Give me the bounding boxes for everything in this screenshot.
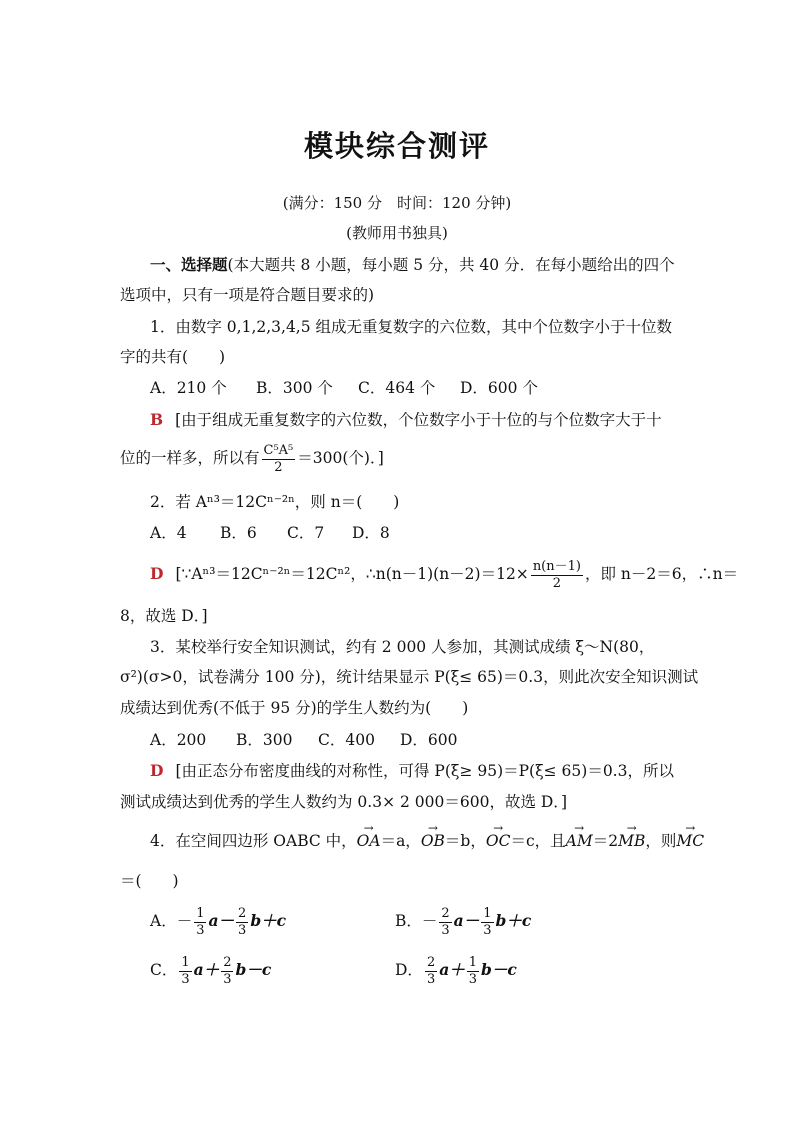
- vector-mc: → MC: [676, 830, 704, 852]
- q2-answer: D: [150, 564, 164, 583]
- q4-opt-d-tail: b－c: [481, 960, 517, 979]
- q4-opt-c-mid: a＋: [193, 960, 220, 979]
- frac-den: 3: [483, 922, 492, 938]
- q1-sol-text-a: 位的一样多，所以有: [120, 449, 260, 467]
- q2-option-b: B．6: [220, 524, 257, 542]
- q2-solution-cont: 8，故选 D．]: [120, 607, 208, 625]
- q4-opt-b-mid: a－: [453, 911, 480, 930]
- q4-opt-b-frac-1: [439, 906, 451, 939]
- frac-den: 3: [238, 922, 247, 938]
- frac-den: 3: [468, 971, 478, 987]
- q1-fraction: [262, 443, 296, 476]
- q4-opt-d-frac-1: [425, 955, 437, 988]
- q4-eq-c: ＝c，且: [510, 832, 566, 850]
- q2-stem: 2．若 Aⁿ³＝12Cⁿ⁻²ⁿ，则 n＝( ): [150, 493, 400, 511]
- frac-num: 2: [426, 954, 436, 970]
- q4-option-d: [395, 952, 517, 988]
- q4-opt-c-frac-2: [221, 955, 233, 988]
- q2-frac-den: 2: [552, 575, 562, 591]
- q4-opt-d-label: D．: [395, 961, 423, 979]
- q1-solution-cont: [120, 440, 384, 476]
- q4-opt-d-mid: a＋: [439, 960, 465, 979]
- q2-option-c: C．7: [287, 524, 325, 542]
- teacher-note: (教师用书独具): [346, 224, 448, 242]
- q2-option-a: A．4: [150, 524, 187, 542]
- q1-answer: B: [150, 410, 164, 429]
- exam-time-info: (满分：150 分 时间：120 分钟): [282, 194, 512, 212]
- vector-oa: → OA: [357, 830, 381, 852]
- q1-solution: [150, 409, 662, 431]
- q3-stem-cont-1: σ²)(σ>0，试卷满分 100 分)，统计结果显示 P(ξ≤ 65)＝0.3，则此次安全知识测试: [120, 668, 699, 686]
- page-title: 模块综合测评: [303, 129, 490, 163]
- q4-opt-b-tail: b＋c: [495, 911, 532, 930]
- frac-num: 1: [483, 905, 492, 921]
- frac-den: 3: [181, 971, 190, 987]
- q3-stem-cont-2: 成绩达到优秀(不低于 95 分)的学生人数约为( ): [120, 699, 469, 717]
- frac-den: 3: [223, 971, 232, 987]
- q3-solution-text: [由正态分布密度曲线的对称性，可得 P(ξ≥ 95)＝P(ξ≤ 65)＝0.3，所以: [175, 762, 674, 780]
- q4-opt-a-mid: a－: [208, 911, 235, 930]
- q3-option-b: B．300: [236, 731, 293, 749]
- q4-then: ，则: [645, 832, 677, 850]
- q1-stem: 1．由数字 0,1,2,3,4,5 组成无重复数字的六位数，其中个位数字小于十位数: [150, 318, 673, 336]
- frac-den: 3: [441, 922, 450, 938]
- q4-opt-a-frac-2: [236, 906, 248, 939]
- vector-mb: → MB: [618, 830, 645, 852]
- q4-opt-d-frac-2: [467, 955, 479, 988]
- q4-opt-a-label: A．－: [150, 912, 193, 930]
- frac-den: 3: [426, 971, 436, 987]
- q4-opt-b-frac-2: [481, 906, 493, 939]
- frac-num: 1: [196, 905, 205, 921]
- q4-option-a: [150, 903, 286, 939]
- section-header: [150, 254, 675, 276]
- q3-option-a: A．200: [150, 731, 207, 749]
- q4-eq-m: ＝2: [592, 832, 619, 850]
- vector-oc: → OC: [486, 830, 511, 852]
- q1-frac-den: 2: [274, 459, 283, 475]
- q4-opt-c-label: C．: [150, 961, 178, 979]
- q4-prefix: 4．在空间四边形 OABC 中，: [150, 832, 357, 850]
- q1-frac-num: C⁵A⁵: [263, 442, 294, 458]
- q3-option-c: C．400: [318, 731, 375, 749]
- frac-den: 3: [196, 922, 205, 938]
- q2-solution: [150, 556, 738, 592]
- q4-opt-c-tail: b－c: [235, 960, 272, 979]
- q1-option-c: C．464 个: [358, 379, 436, 397]
- q4-opt-a-frac-1: [194, 906, 206, 939]
- q4-stem-cont: ＝( ): [120, 872, 179, 890]
- q3-stem: 3．某校举行安全知识测试，约有 2 000 人参加，其测试成绩 ξ～N(80，: [150, 638, 655, 656]
- q1-option-d: D．600 个: [460, 379, 538, 397]
- q3-option-d: D．600: [400, 731, 458, 749]
- q2-fraction: [531, 559, 583, 592]
- frac-num: 1: [468, 954, 478, 970]
- frac-num: 2: [223, 954, 232, 970]
- q4-stem: [150, 830, 704, 852]
- q1-sol-text-b: ＝300(个)．]: [297, 449, 384, 467]
- q4-option-b: [395, 903, 531, 939]
- q2-option-d: D．8: [352, 524, 390, 542]
- frac-num: 2: [441, 905, 450, 921]
- q1-stem-cont: 字的共有( ): [120, 348, 226, 366]
- q3-solution-cont: 测试成绩达到优秀的学生人数约为 0.3× 2 000＝600，故选 D．]: [120, 793, 568, 811]
- frac-num: 1: [181, 954, 190, 970]
- q1-solution-text: [由于组成无重复数字的六位数，个位数字小于十位的与个位数字大于十: [175, 411, 662, 429]
- q4-eq-a: ＝a，: [380, 832, 421, 850]
- frac-num: 2: [238, 905, 247, 921]
- section-label: 一、选择题: [150, 255, 228, 274]
- q3-solution: [150, 760, 674, 782]
- q1-option-a: A．210 个: [150, 379, 227, 397]
- q1-option-b: B．300 个: [256, 379, 333, 397]
- q4-opt-b-label: B．－: [395, 912, 438, 930]
- q4-opt-a-tail: b＋c: [250, 911, 287, 930]
- q2-sol-text-a: [∵Aⁿ³＝12Cⁿ⁻²ⁿ＝12Cⁿ²，∴n(n－1)(n－2)＝12×: [175, 565, 529, 583]
- q2-sol-text-b: ，即 n－2＝6，∴n＝: [584, 565, 739, 583]
- section-desc: (本大题共 8 小题，每小题 5 分，共 40 分．在每小题给出的四个: [227, 256, 675, 274]
- q2-frac-num: n(n－1): [532, 558, 581, 574]
- q4-eq-b: ＝b，: [444, 832, 486, 850]
- q4-opt-c-frac-1: [179, 955, 191, 988]
- section-desc-cont: 选项中，只有一项是符合题目要求的): [120, 286, 375, 304]
- q3-answer: D: [150, 761, 164, 780]
- q4-option-c: [150, 952, 271, 988]
- vector-am: → AM: [566, 830, 593, 852]
- vector-ob: → OB: [421, 830, 445, 852]
